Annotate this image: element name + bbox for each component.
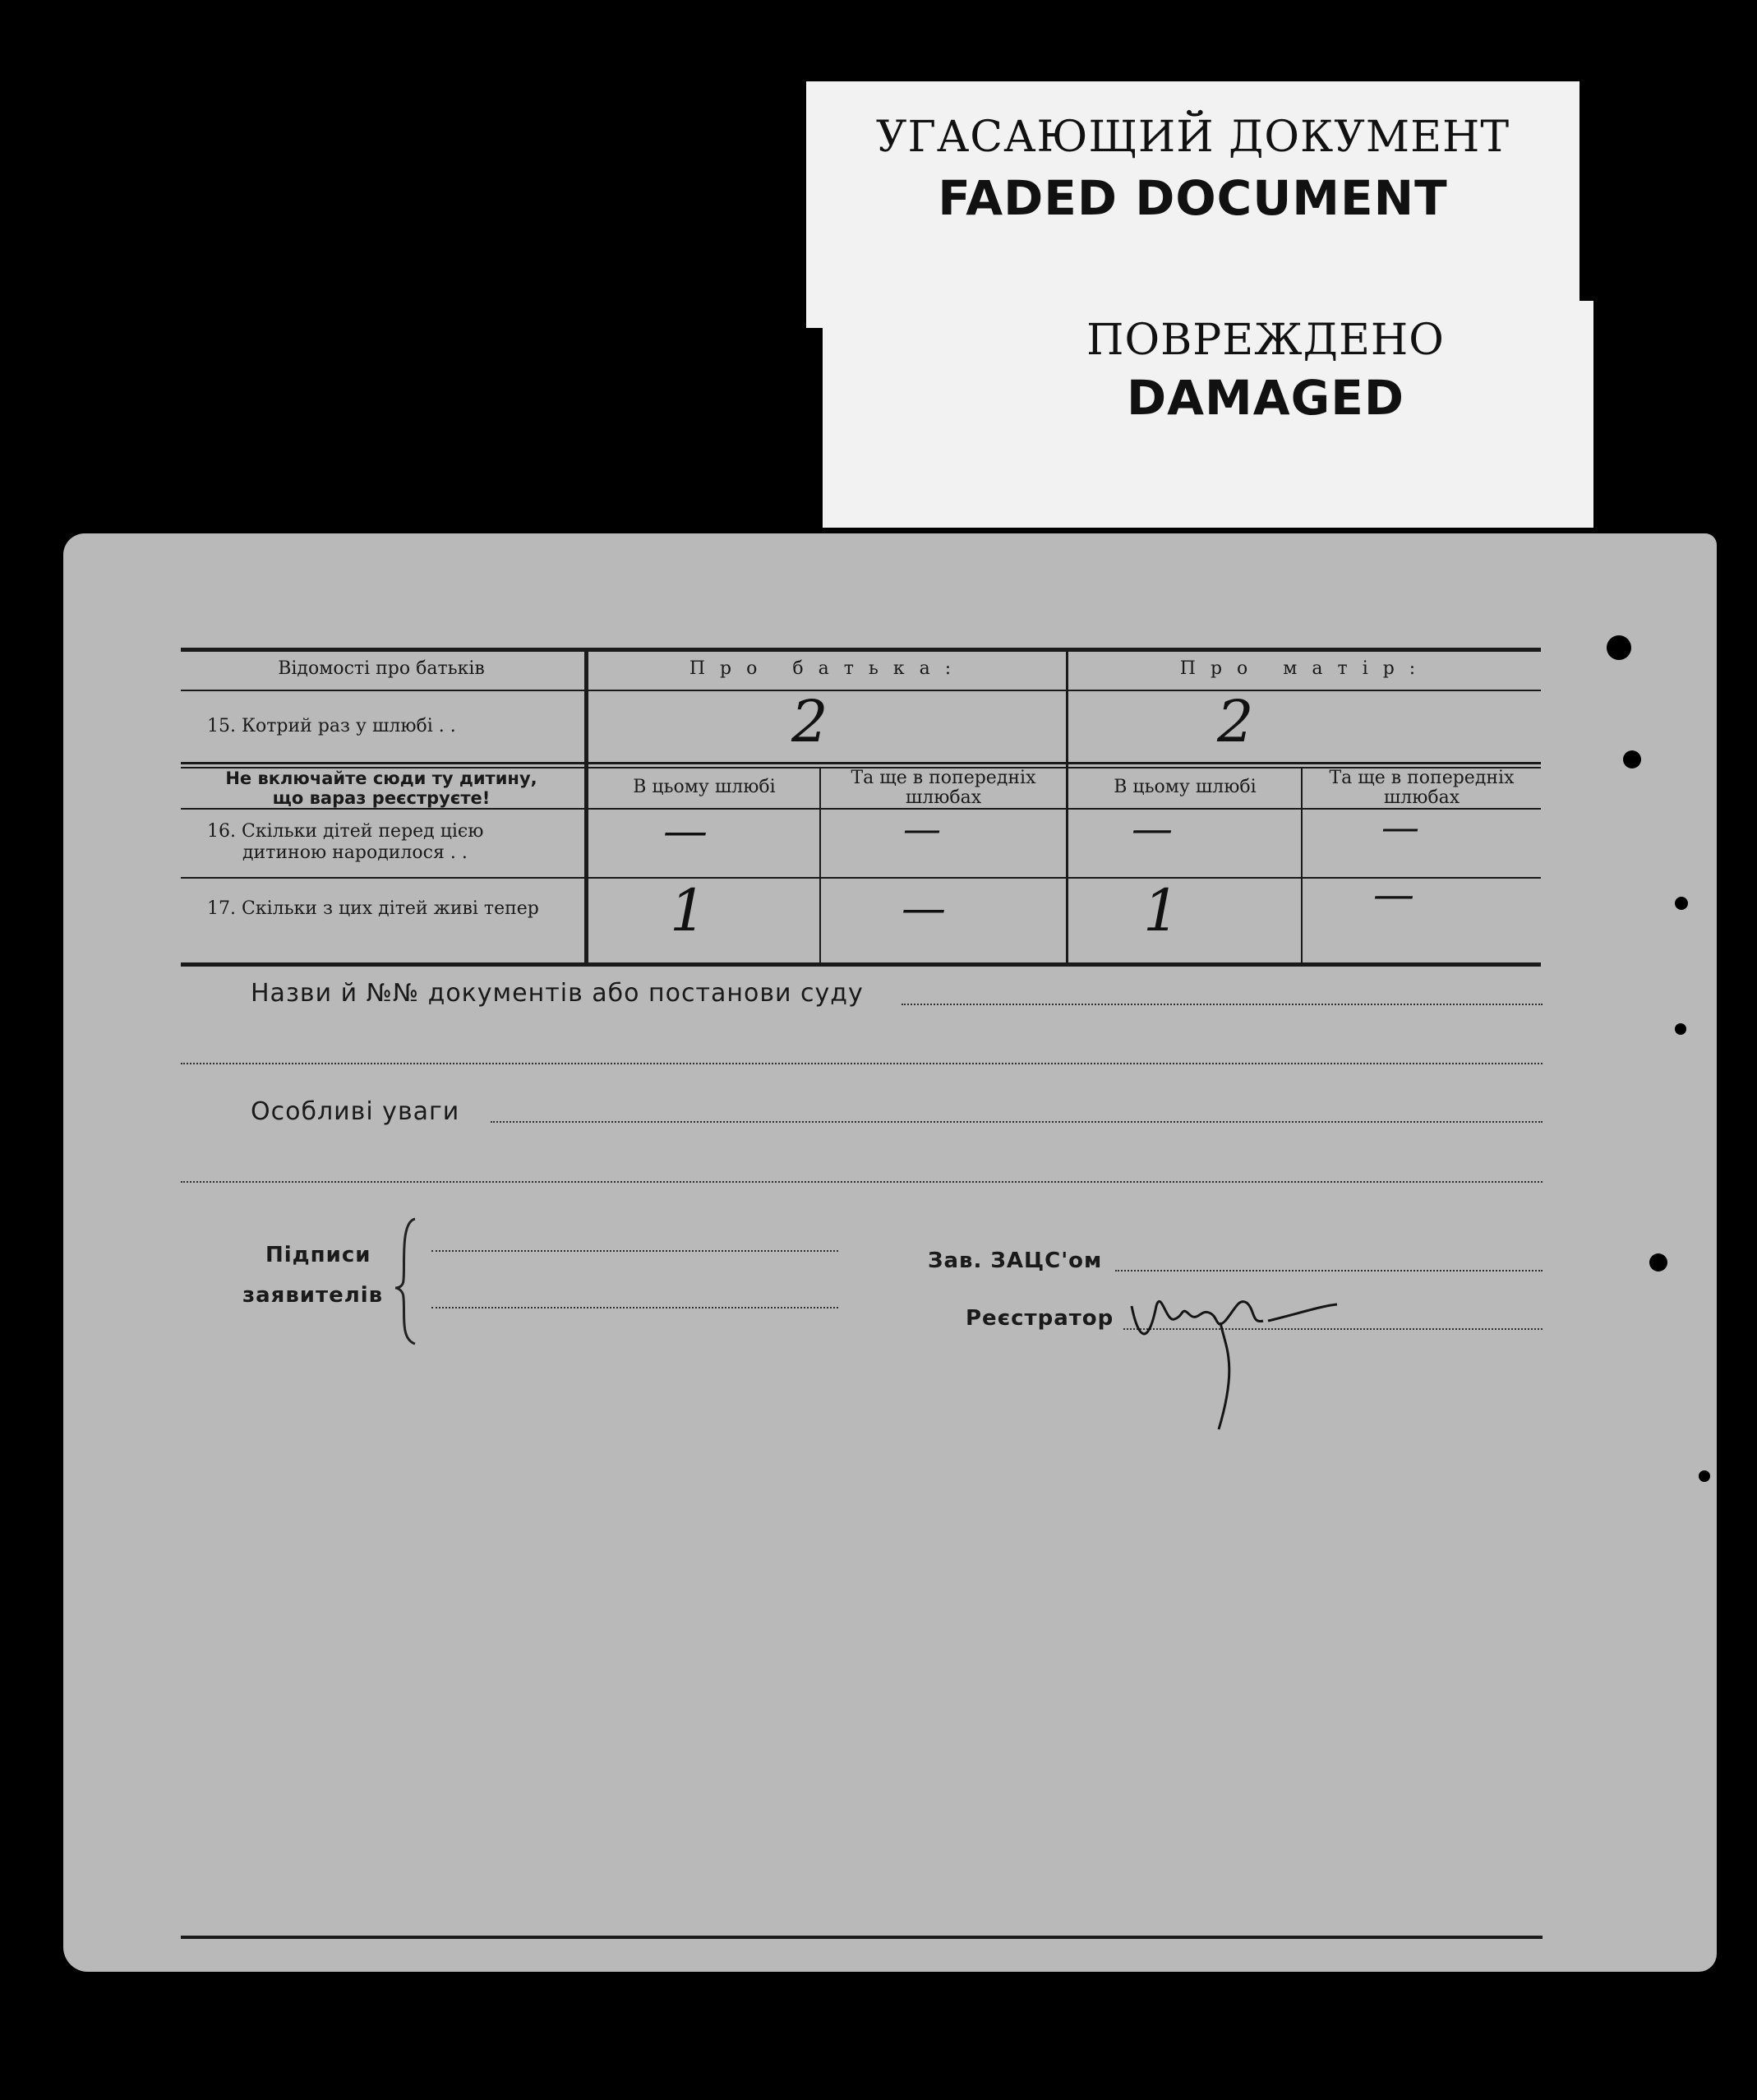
applicant-signature-line-2 [431, 1307, 838, 1308]
documents-line-2 [181, 1063, 1543, 1064]
row17-mother-this-value: 1 [1143, 877, 1180, 944]
father-this-marriage-header: В цьому шлюбі [633, 777, 776, 797]
damaged-document-label [823, 301, 1593, 528]
punch-hole [1675, 1023, 1686, 1035]
row16-label-line-2: дитиною народилося . . [242, 842, 468, 863]
instruction-line-1: Не включайте сюди ту дитину, [225, 768, 537, 788]
father-prev-marriages-header-1: Та ще в попередніх [851, 768, 1036, 788]
faded-label-ru: УГАСАЮЩИЙ ДОКУМЕНТ [875, 113, 1510, 162]
document-sheet [63, 533, 1717, 1972]
documents-line-1 [902, 1004, 1543, 1005]
faded-document-label [806, 81, 1579, 328]
damaged-label-ru: ПОВРЕЖДЕНО [1086, 316, 1445, 365]
damaged-label-en: DAMAGED [1126, 370, 1404, 426]
row16-label-line-1: 16. Скільки дітей перед цією [207, 821, 484, 842]
row17-label: 17. Скільки з цих дітей живі тепер [207, 898, 539, 919]
header-about-mother: Про матір: [1179, 658, 1431, 679]
remarks-label: Особливі уваги [251, 1097, 460, 1126]
remarks-line-2 [181, 1181, 1543, 1183]
row15-father-value: 2 [791, 688, 828, 755]
registry-head-line [1115, 1270, 1543, 1272]
row16-mother-prev-value: — [1381, 805, 1419, 849]
registrar-label: Реєстратор [966, 1306, 1114, 1331]
header-about-father: Про батька: [689, 658, 966, 679]
bottom-rule [181, 1936, 1543, 1939]
signatures-brace [392, 1216, 425, 1347]
documents-label: Назви й №№ документів або постанови суду [251, 979, 864, 1008]
punch-hole [1699, 1470, 1710, 1482]
instruction-line-2: що вараз реєструєте! [272, 788, 491, 808]
parents-info-form [63, 533, 1717, 1972]
remarks-line-1 [491, 1121, 1543, 1123]
signatures-label-1: Підписи [265, 1243, 371, 1267]
mother-prev-marriages-header-2: шлюбах [1383, 787, 1460, 808]
punch-hole [1675, 897, 1688, 910]
punch-hole [1649, 1253, 1667, 1272]
punch-hole [1607, 635, 1631, 660]
mother-this-marriage-header: В цьому шлюбі [1114, 777, 1257, 797]
row17-father-this-value: 1 [670, 877, 707, 944]
row17-father-prev-value: — [902, 882, 946, 934]
father-prev-marriages-header-2: шлюбах [905, 787, 982, 808]
faded-label-en: FADED DOCUMENT [938, 170, 1448, 226]
punch-hole [1623, 750, 1641, 768]
registrar-signature [1123, 1273, 1469, 1438]
registry-head-label: Зав. ЗАЦС'ом [928, 1248, 1103, 1273]
header-parents-info: Відомості про батьків [278, 658, 485, 679]
signatures-label-2: заявителів [242, 1283, 384, 1308]
row16-father-prev-value: — [903, 806, 941, 851]
row16-father-this-value: — [663, 805, 708, 856]
mother-prev-marriages-header-1: Та ще в попередніх [1329, 768, 1515, 788]
row15-mother-value: 2 [1217, 688, 1254, 755]
row16-mother-this-value: — [1132, 805, 1173, 852]
applicant-signature-line-1 [431, 1250, 838, 1252]
row17-mother-prev-value: — [1373, 870, 1414, 918]
row15-label: 15. Котрий раз у шлюбі . . [207, 716, 456, 736]
